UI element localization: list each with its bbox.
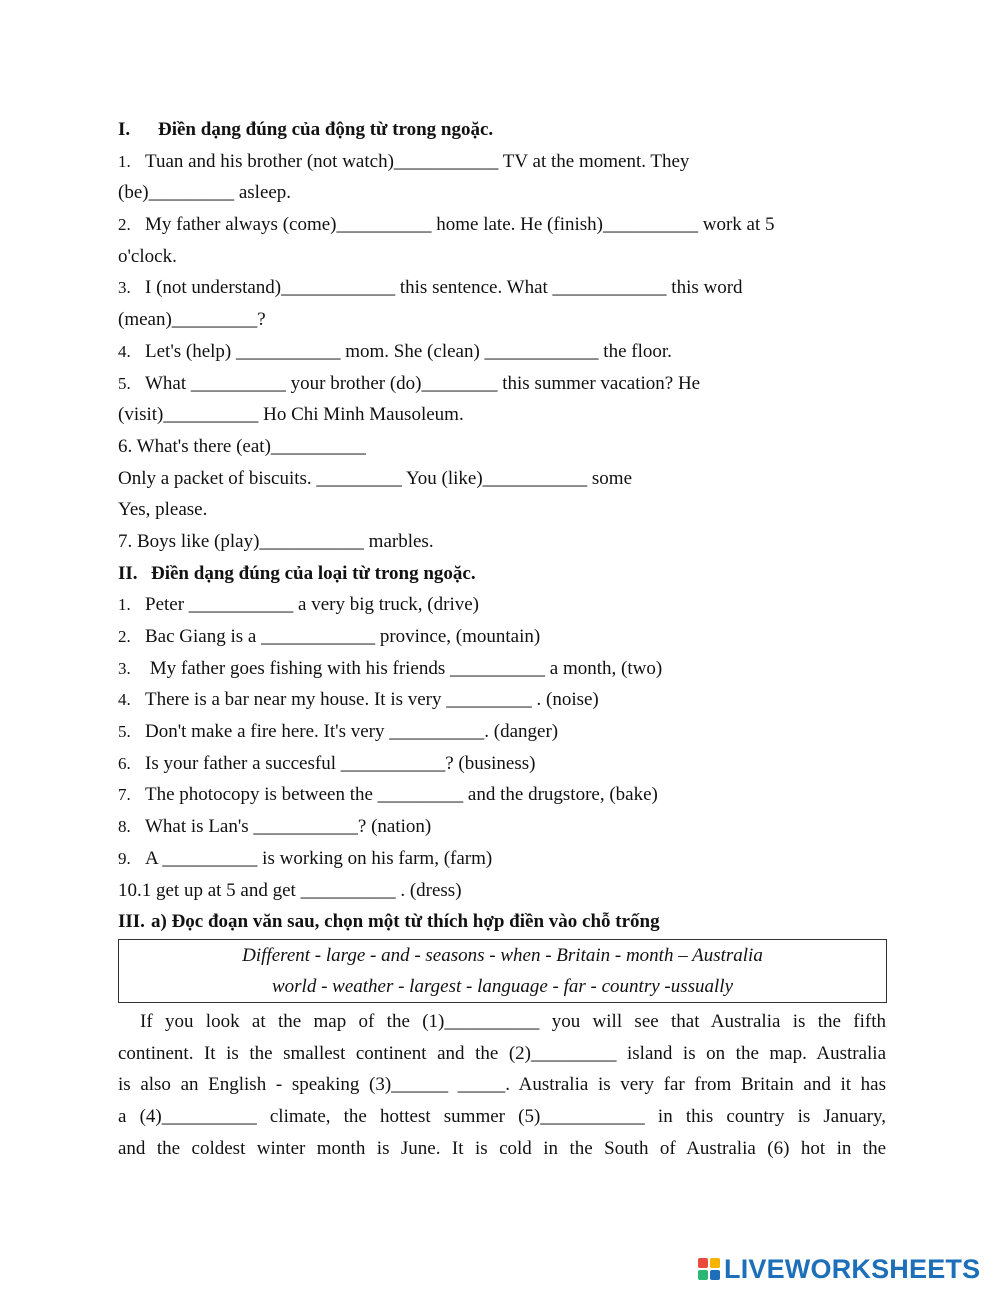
exercise-text: (mean)_________? [118, 309, 266, 331]
exercise-text: My father goes fishing with his friends __________ a month, (two) [145, 657, 663, 679]
section-2-title: Điền dạng đúng của loại từ trong ngoặc. [151, 562, 476, 584]
exercise-number: 2. [118, 215, 131, 235]
section-1-title: Điền dạng đúng của động từ trong ngoặc. [158, 119, 494, 140]
exercise-number: 6. [118, 753, 131, 773]
exercise-text: 10.1 get up at 5 and get __________ . (dress) [118, 879, 462, 901]
section-2-heading [118, 558, 886, 590]
exercise-text: The photocopy is between the _________ and the drugstore, (bake) [145, 784, 658, 806]
exercise-text: There is a bar near my house. It is very _________ . (noise) [145, 689, 599, 711]
section-1-number: I. [118, 119, 131, 140]
exercise-line [118, 146, 886, 178]
exercise-text: Is your father a succesful ___________? (business) [145, 752, 536, 774]
exercise-line [118, 748, 886, 780]
exercise-text: (be)_________ asleep. [118, 182, 292, 204]
exercise-number: 5. [118, 722, 131, 742]
exercise-number: 2. [118, 627, 131, 646]
exercise-text: A __________ is working on his farm, (farm) [145, 847, 493, 869]
exercise-line [118, 684, 886, 716]
paragraph-line: continent. It is the smallest continent and the (2)_________ island is on the map. Australia [118, 1042, 886, 1064]
word-bank-line: world - weather - largest - language - far - country -ussually [271, 975, 734, 997]
word-bank-box [118, 939, 887, 1003]
exercise-number: 1. [118, 595, 131, 615]
paragraph-line: is also an English - speaking (3)______ _____. Australia is very far from Britain and it has [118, 1074, 886, 1096]
exercise-line [118, 843, 886, 875]
exercise-text: (visit)__________ Ho Chi Minh Mausoleum. [118, 404, 464, 426]
exercise-line [118, 304, 886, 336]
exercise-text: Peter ___________ a very big truck, (drive) [145, 594, 479, 616]
liveworksheets-logo-icon [698, 1258, 720, 1280]
exercise-line [118, 526, 886, 558]
section-3-title: a) Đọc đoạn văn sau, chọn một từ thích hợp điền vào chỗ trống [151, 911, 660, 933]
exercise-text: Only a packet of biscuits. _________ You (like)___________ some [118, 467, 633, 489]
exercise-text: Let's (help) ___________ mom. She (clean) ____________ the floor. [145, 340, 672, 362]
exercise-number: 3. [118, 658, 131, 678]
exercise-line [118, 272, 886, 304]
exercise-line [118, 177, 886, 209]
exercise-number: 3. [118, 278, 131, 298]
exercise-text: 6. What's there (eat)__________ [118, 435, 366, 457]
exercise-number: 9. [118, 848, 131, 868]
section-3-heading [118, 906, 886, 938]
exercise-line [118, 621, 886, 653]
exercise-number: 1. [118, 151, 131, 171]
exercise-line [118, 779, 886, 811]
worksheet [118, 114, 886, 1164]
section-2-exercises [118, 589, 886, 906]
exercise-text: What is Lan's ___________? (nation) [145, 816, 432, 838]
exercise-text: o'clock. [118, 245, 177, 267]
exercise-line [118, 716, 886, 748]
exercise-number: 4. [118, 690, 131, 710]
exercise-text: What __________ your brother (do)________ this summer vacation? He [145, 372, 701, 394]
exercise-line [118, 875, 886, 907]
exercise-text: Don't make a fire here. It's very __________. (danger) [145, 721, 559, 743]
exercise-text: I (not understand)____________ this sentence. What ____________ this word [145, 277, 743, 299]
exercise-line [118, 653, 886, 685]
paragraph-line: If you look at the map of the (1)__________ you will see that Australia is the fifth [140, 1010, 886, 1032]
exercise-number: 8. [118, 817, 131, 837]
exercise-line [118, 431, 886, 463]
exercise-number: 4. [118, 341, 131, 361]
paragraph-line: and the coldest winter month is June. It is cold in the South of Australia (6) hot in the [118, 1137, 886, 1159]
exercise-number: 5. [118, 373, 131, 393]
section-3-number: III. [118, 911, 145, 933]
exercise-line [118, 494, 886, 526]
section-1-exercises [118, 146, 886, 558]
exercise-line [118, 463, 886, 495]
logo-text: LIVEWORKSHEETS [724, 1253, 981, 1284]
paragraph-line: a (4)__________ climate, the hottest summer (5)___________ in this country is January, [118, 1105, 886, 1127]
exercise-line [118, 209, 886, 241]
exercise-line [118, 368, 886, 400]
section-1-heading [118, 114, 886, 146]
exercise-text: Bac Giang is a ____________ province, (mountain) [145, 626, 541, 647]
exercise-text: My father always (come)__________ home late. He (finish)__________ work at 5 [145, 214, 775, 236]
exercise-line [118, 399, 886, 431]
exercise-text: Yes, please. [118, 499, 208, 521]
exercise-text: Tuan and his brother (not watch)___________ TV at the moment. They [145, 150, 690, 172]
exercise-text: 7. Boys like (play)___________ marbles. [118, 530, 434, 552]
word-bank-line: Different - large - and - seasons - when - Britain - month – Australia [242, 944, 763, 966]
reading-paragraph [118, 1006, 886, 1164]
section-2-number: II. [118, 562, 138, 584]
exercise-line [118, 589, 886, 621]
exercise-line [118, 336, 886, 368]
exercise-line [118, 241, 886, 273]
exercise-line [118, 811, 886, 843]
exercise-number: 7. [118, 785, 131, 805]
liveworksheets-logo[interactable] [698, 1254, 980, 1284]
